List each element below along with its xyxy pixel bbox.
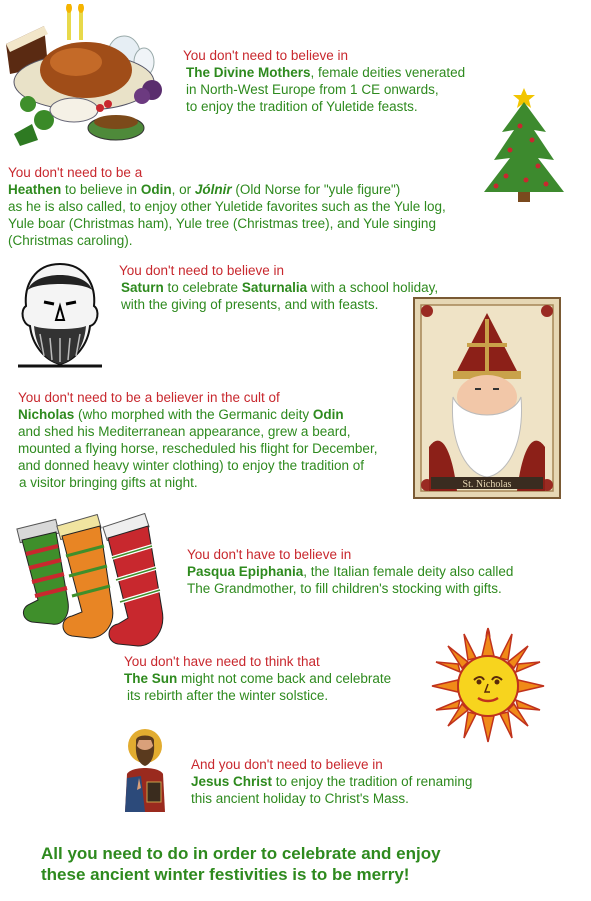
epiphania-line-1 bbox=[187, 563, 513, 580]
sun-intro: You don't have need to think that bbox=[124, 654, 320, 669]
heathen-mid-2: , or bbox=[171, 182, 195, 197]
mothers-line-1-rest: , female deities venerated bbox=[310, 65, 466, 80]
nicholas-line-3: mounted a flying horse, rescheduled his flight for December, bbox=[18, 441, 378, 456]
christmas-tree-image bbox=[480, 88, 568, 204]
st-nicholas-image bbox=[413, 297, 561, 499]
mothers-intro: You don't need to believe in bbox=[183, 48, 348, 63]
nicholas-intro: You don't need to be a believer in the cult of bbox=[18, 390, 280, 405]
sun-line-2: its rebirth after the winter solstice. bbox=[127, 688, 329, 703]
nicholas-mid: (who morphed with the Germanic deity bbox=[74, 407, 313, 422]
jesus-line-1 bbox=[191, 773, 472, 790]
sun-line-1 bbox=[124, 670, 391, 687]
epiphania-line-1-rest: , the Italian female deity also called bbox=[303, 564, 514, 579]
epiphania-intro: You don't have to believe in bbox=[187, 547, 352, 562]
saturn-bust-image bbox=[14, 260, 106, 370]
epiphania-line-2: The Grandmother, to fill children's stocking with gifts. bbox=[187, 581, 502, 596]
saturn-word: Saturn bbox=[121, 280, 164, 295]
saturn-mid: to celebrate bbox=[163, 280, 242, 295]
heathen-line-1 bbox=[8, 181, 446, 198]
section-epiphania bbox=[187, 546, 513, 597]
saturn-line-1 bbox=[119, 279, 438, 296]
jesus-line-2: this ancient holiday to Christ's Mass. bbox=[191, 791, 409, 806]
nicholas-line-1 bbox=[18, 406, 377, 423]
mothers-line-1 bbox=[183, 64, 465, 81]
epiphania-name: Pasqua Epiphania bbox=[187, 564, 304, 579]
saturn-intro: You don't need to believe in bbox=[119, 263, 284, 278]
closing-statement bbox=[41, 843, 441, 885]
heathen-intro: You don't need to be a bbox=[8, 165, 143, 180]
heathen-mid-1: to believe in bbox=[61, 182, 141, 197]
mothers-line-3: to enjoy the tradition of Yuletide feasts. bbox=[186, 99, 418, 114]
heathen-line-1-rest: (Old Norse for "yule figure") bbox=[231, 182, 401, 197]
mothers-line-2: in North-West Europe from 1 CE onwards, bbox=[186, 82, 439, 97]
sun-line-1-rest: might not come back and celebrate bbox=[177, 671, 392, 686]
st-nicholas-caption: St. Nicholas bbox=[462, 479, 512, 490]
heathen-jolnir: Jólnir bbox=[194, 182, 232, 197]
heathen-word: Heathen bbox=[8, 182, 62, 197]
heathen-line-2: as he is also called, to enjoy other Yuletide favorites such as the Yule log, bbox=[8, 199, 446, 214]
stockings-image bbox=[12, 506, 176, 658]
nicholas-line-2: and shed his Mediterranean appearance, grew a beard, bbox=[18, 424, 351, 439]
sun-word: The Sun bbox=[124, 671, 178, 686]
section-divine-mothers bbox=[183, 47, 465, 115]
jesus-intro: And you don't need to believe in bbox=[191, 757, 383, 772]
closing-line-2: these ancient winter festivities is to be merry! bbox=[41, 865, 410, 884]
feast-image bbox=[4, 4, 172, 152]
saturnalia-word: Saturnalia bbox=[241, 280, 308, 295]
saturn-line-2: with the giving of presents, and with feasts. bbox=[121, 297, 379, 312]
heathen-line-3: Yule boar (Christmas ham), Yule tree (Christmas tree), and Yule singing bbox=[8, 216, 436, 231]
nicholas-line-4: and donned heavy winter clothing) to enjoy the tradition of bbox=[18, 458, 364, 473]
jesus-line-1-rest: to enjoy the tradition of renaming bbox=[272, 774, 473, 789]
section-jesus bbox=[191, 756, 472, 807]
section-sun bbox=[124, 653, 391, 704]
closing-line-1: All you need to do in order to celebrate and enjoy bbox=[41, 844, 441, 863]
saturn-line-1-rest: with a school holiday, bbox=[307, 280, 439, 295]
nicholas-word: Nicholas bbox=[18, 407, 75, 422]
nicholas-odin: Odin bbox=[312, 407, 344, 422]
mothers-deity-name: The Divine Mothers bbox=[186, 65, 311, 80]
heathen-line-4: (Christmas caroling). bbox=[8, 233, 133, 248]
heathen-odin: Odin bbox=[140, 182, 172, 197]
sun-image bbox=[428, 626, 548, 746]
jesus-christ-word: Jesus Christ bbox=[191, 774, 273, 789]
section-heathen bbox=[8, 164, 446, 249]
nicholas-line-5: a visitor bringing gifts at night. bbox=[19, 475, 198, 490]
section-saturn bbox=[119, 262, 438, 313]
section-nicholas bbox=[18, 389, 377, 491]
jesus-icon-image bbox=[117, 726, 173, 812]
